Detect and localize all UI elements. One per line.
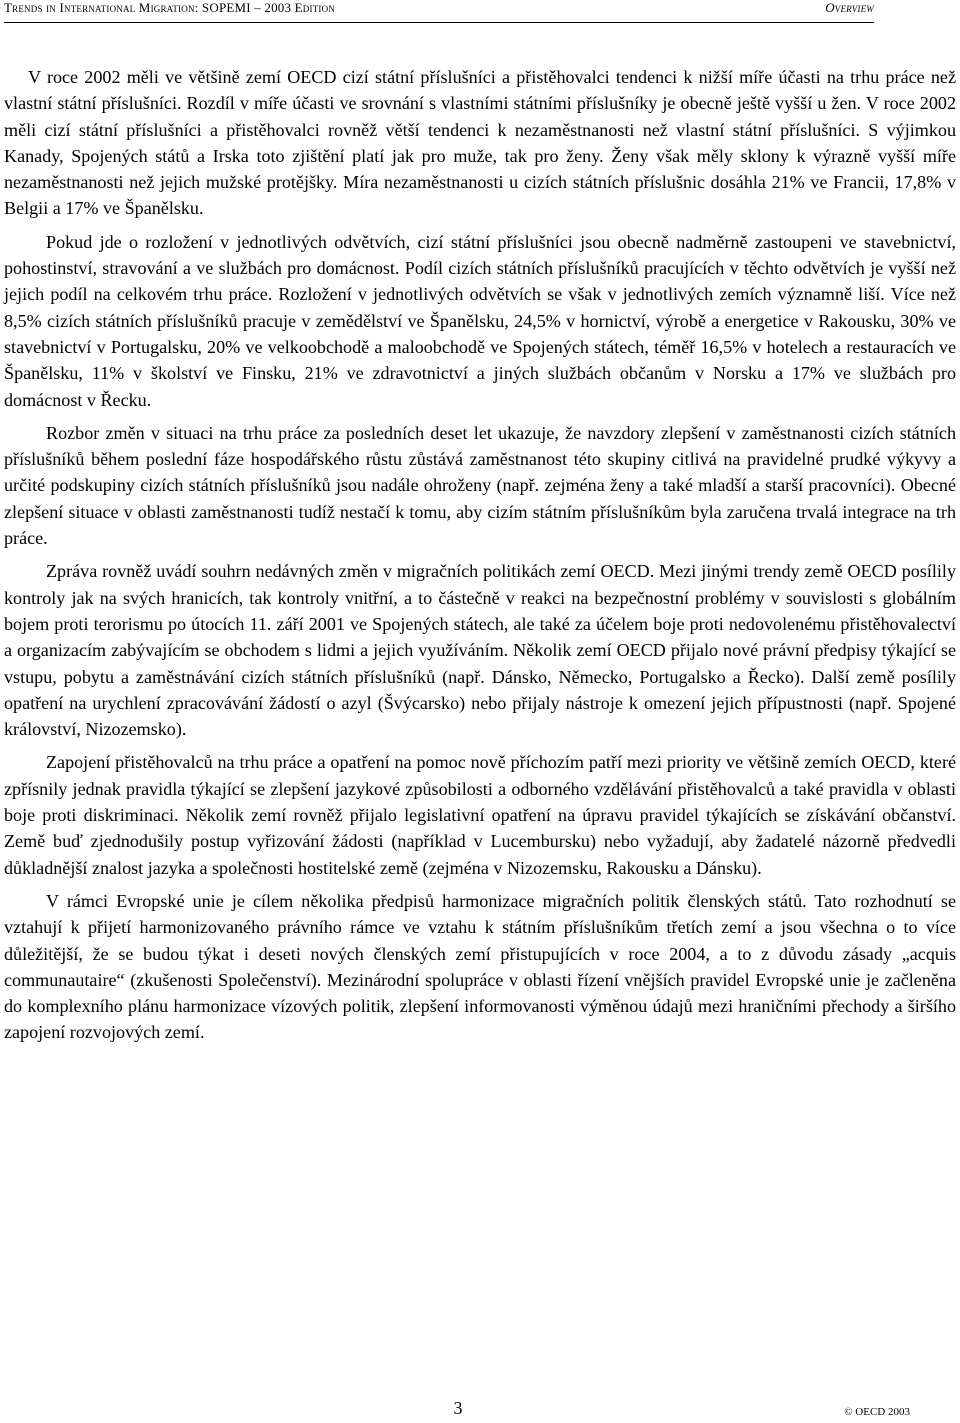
copyright-notice: © OECD 2003	[844, 1406, 910, 1418]
running-header	[4, 0, 874, 23]
paragraph-2: Pokud jde o rozložení v jednotlivých odvětvích, cizí státní příslušníci jsou obecně nadměrně zastoupeni ve stavebnictví, pohostinství, stravování a ve službách pro domácnost. Podíl cizích státních příslušníků pracujících v těchto odvětvích je vyšší než jejich podíl na celkovém trhu práce. Rozložení v jednotlivých odvětvích se však v jednotlivých zemích významně liší. Více než 8,5% cizích státních příslušníků pracuje v zemědělství ve Španělsku, 24,5% v hornictví, výrobě a energetice v Rakousku, 30% ve stavebnictví v Portugalsku, 20% ve velkoobchodě a maloobchodě ve Spojených státech, téměř 16,5% v hotelech a restauracích ve Španělsku, 11% v školství ve Finsku, 21% ve zdravotnictví a jiných službách občanům v Norsku a 17% ve službách pro domácnost v Řecku.	[4, 231, 956, 410]
paragraph-5: Zapojení přistěhovalců na trhu práce a opatření na pomoc nově příchozím patří mezi priority ve většině zemích OECD, které zpřísnily jednak pravidla týkající se zlepšení jazykové způsobilosti a odborného vzdělávání přistěhovalců a také pravidla v oblasti boje proti diskriminaci. Několik zemí rovněž přijalo legislativní opatření na úpravu pravidel týkajících se získávání občanství. Země buď zjednodušily postup vyřizování žádosti (například v Lucembursku) nebo vyžadují, aby žadatelé názorně předvedli důkladnější znalost jazyka a společnosti hostitelské země (zejména v Nizozemsku, Rakousku a Dánsku).	[4, 752, 956, 878]
paragraph-1: V roce 2002 měli ve většině zemí OECD cizí státní příslušníci a přistěhovalci tendenci k nižší míře účasti na trhu práce než vlastní státní příslušníci. Rozdíl v míře účasti ve srovnání s vlastními státními příslušníky je obecně ještě vyšší u žen. V roce 2002 měli cizí státní příslušníci a přistěhovalci rovněž větší tendenci k nezaměstnanosti než vlastní státní příslušníci. S výjimkou Kanady, Spojených států a Irska toto zjištění platí jak pro muže, tak pro ženy. Ženy však měly sklony k výrazně vyšší míře nezaměstnanosti než jejich mužské protějšky. Míra nezaměstnanosti u cizích státních příslušnic dosáhla 21% ve Francii, 17,8% v Belgii a 17% ve Španělsku.	[4, 67, 956, 219]
paragraph-4: Zpráva rovněž uvádí souhrn nedávných změn v migračních politikách zemí OECD. Mezi jinými trendy země OECD posílily kontroly jak na svých hranicích, tak kontroly vnitřní, a to částečně v reakci na bezpečnostní problémy v souvislosti s globálním bojem proti terorismu po útocích 11. září 2001 ve Spojených státech, ale také za účelem boje proti nedovolenému přistěhovalectví a organizacím zabývajícím se obchodem s lidmi a jejich využíváním. Několik zemí OECD přijalo nové právní předpisy týkající se vstupu, pobytu a zaměstnávání cizích státních příslušníků (např. Dánsko, Německo, Portugalsko a Řecko). Další země posílily opatření na urychlení zpracovávání žádostí o azyl (Švýcarsko) nebo přijaly nástroje k omezení jejich přípustnosti (např. Spojené království, Nizozemsko).	[4, 561, 956, 740]
page-number: 3	[453, 1398, 463, 1418]
header-section: Overview	[825, 0, 874, 15]
body-text	[4, 64, 956, 1053]
header-title: Trends in International Migration: SOPEMI – 2003 Edition	[4, 0, 335, 15]
paragraph-3: Rozbor změn v situaci na trhu práce za posledních deset let ukazuje, že navzdory zlepšení v zaměstnanosti cizích státních příslušníků během poslední fáze hospodářského růstu zůstává zaměstnanost této skupiny citlivá na pravidelné prudké výkyvy a určité podskupiny cizích státních příslušníků jsou nadále ohroženy (např. zejména ženy a také mladší a starší pracovníci). Obecné zlepšení situace v oblasti zaměstnanosti tudíž nestačí k tomu, aby cizím státním příslušníkům byla zaručena trvalá integrace na trh práce.	[4, 422, 956, 549]
paragraph-6: V rámci Evropské unie je cílem několika předpisů harmonizace migračních politik členských států. Tato rozhodnutí se vztahují k přijetí harmonizovaného právního rámce ve vztahu k státním příslušníkům třetích zemí a jsou všechna o to více důležitější, že se budou týkat i deseti nových členských zemí přistupujících v roce 2004, a to z důvodu zásady „acquis communautaire“ (zkušenosti Společenství). Mezinárodní spolupráce v oblasti řízení vnějších pravidel Evropské unie je začleněna do komplexního plánu harmonizace vízových politik, zlepšení informovanosti výměnou údajů mezi hraničními přechody a širšího zapojení rozvojových zemí.	[4, 890, 956, 1043]
